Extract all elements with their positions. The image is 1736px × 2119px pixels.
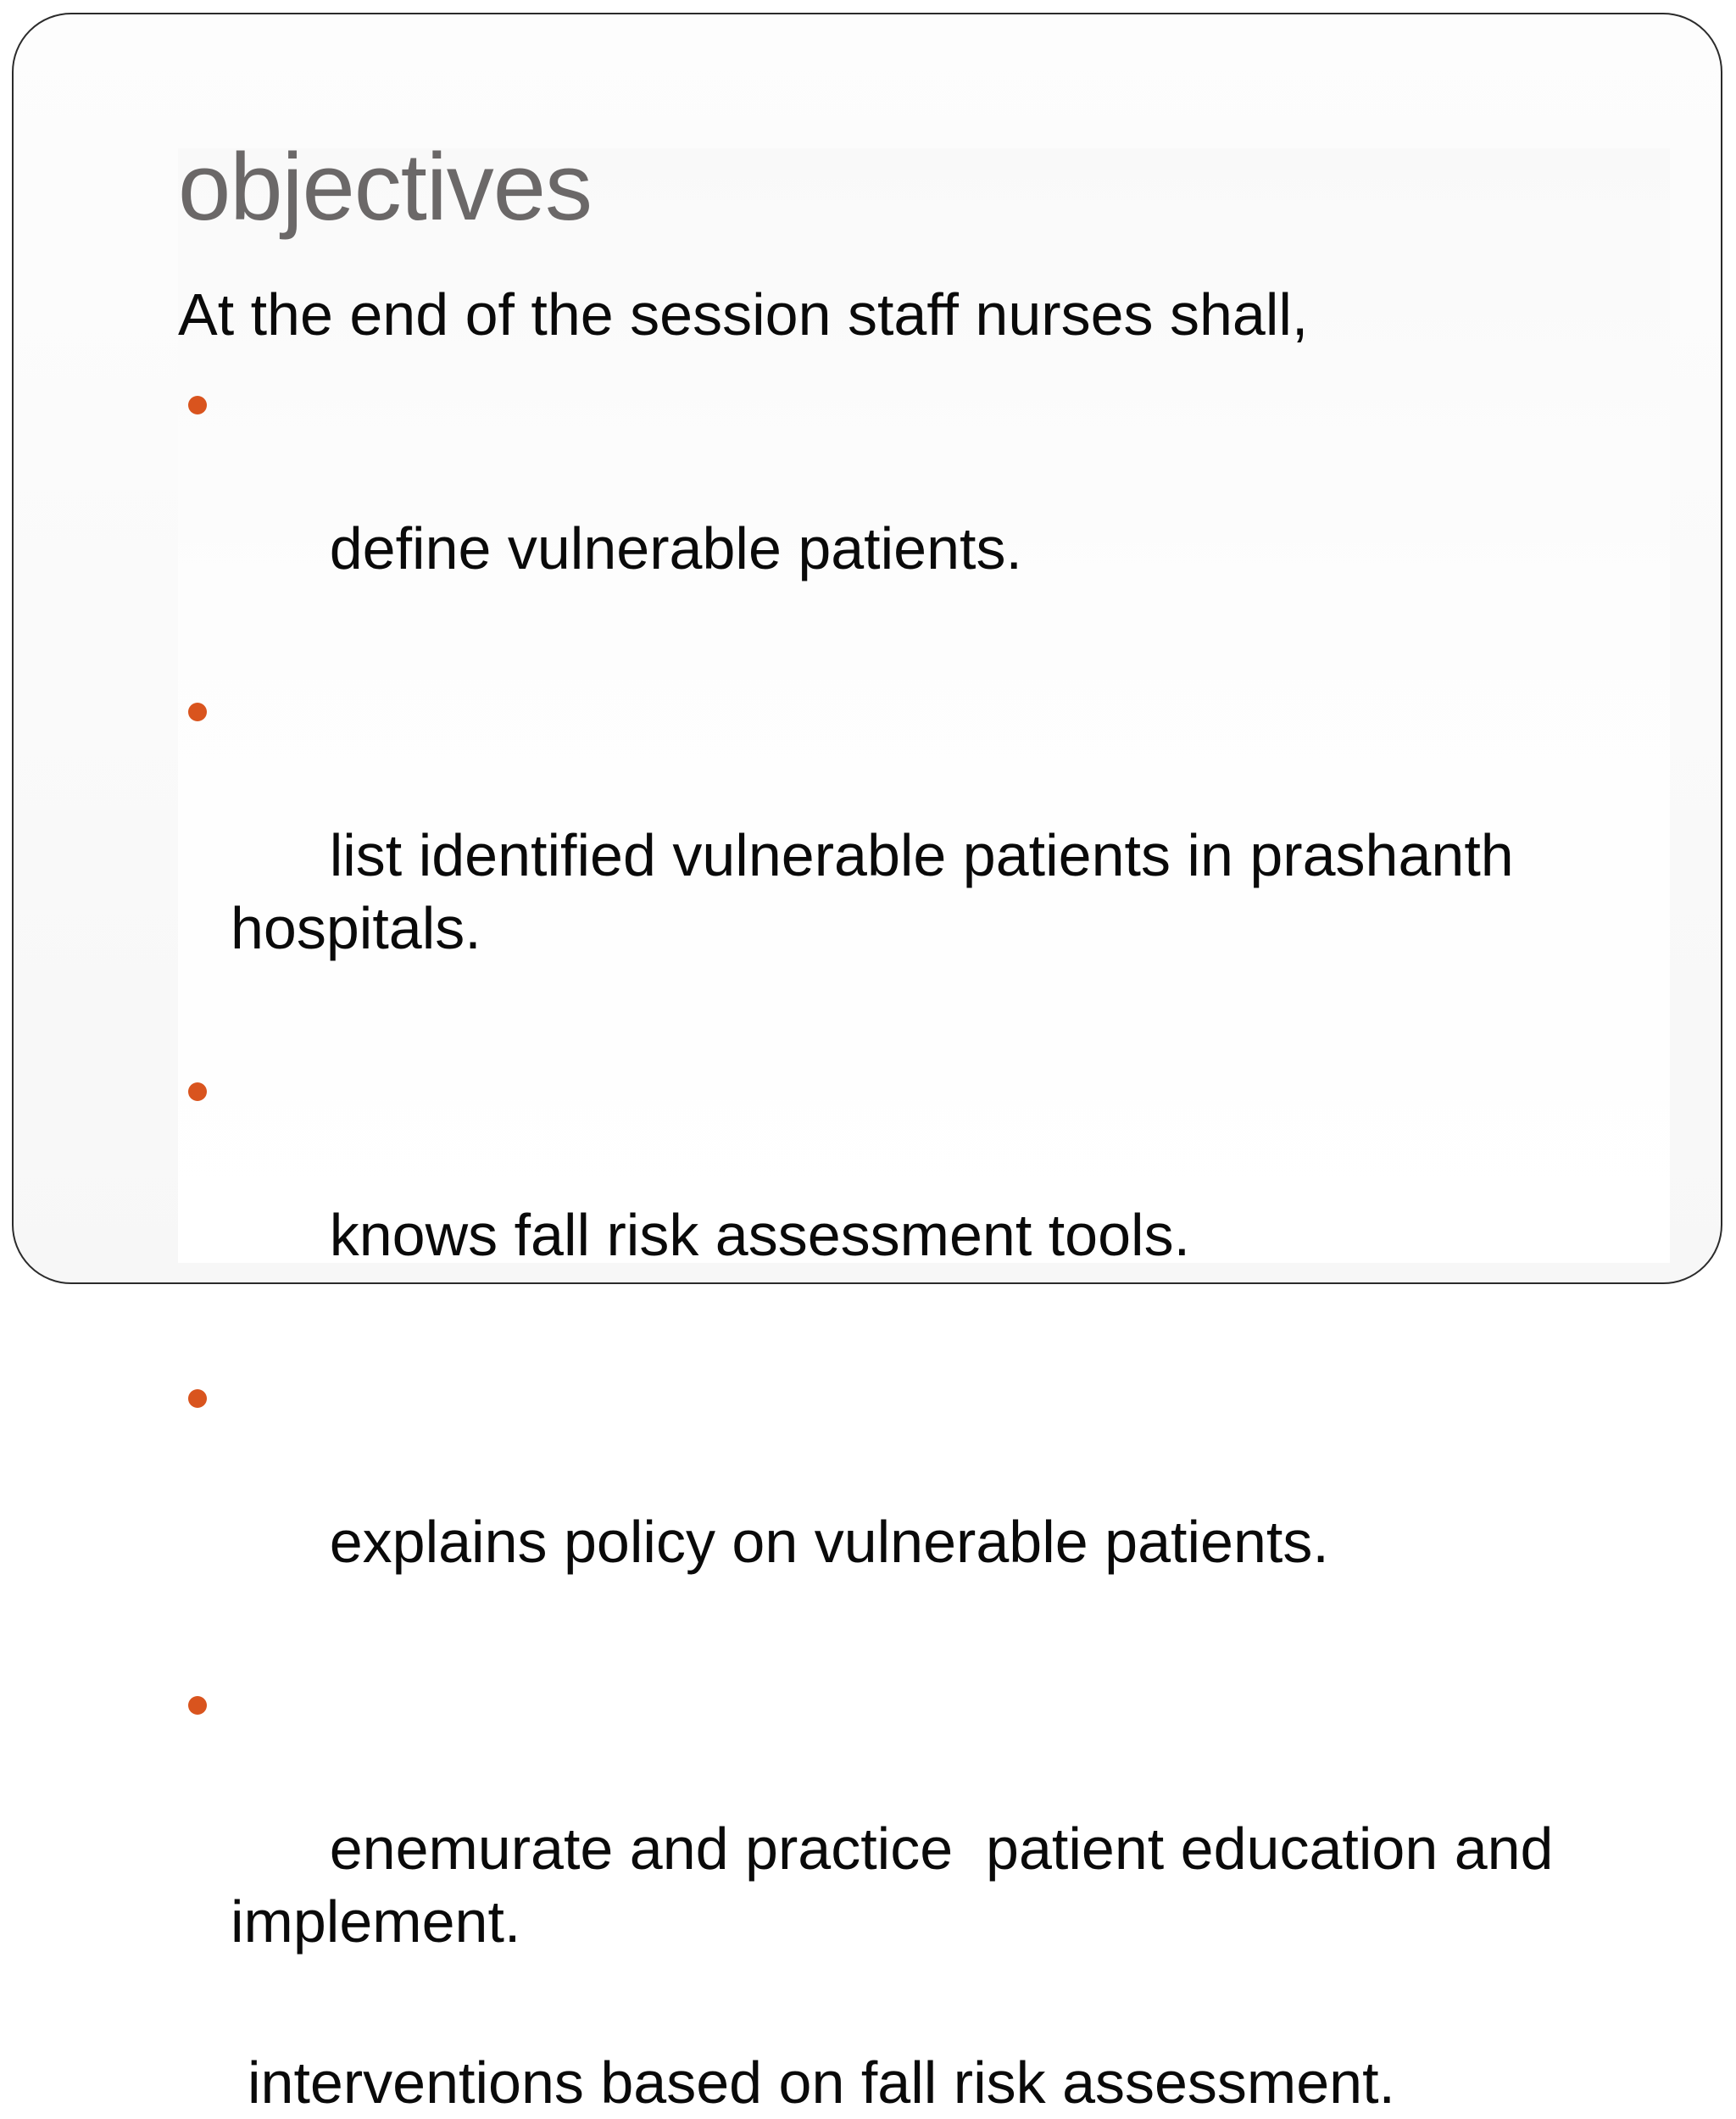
list-item (178, 1360, 1653, 1651)
list-item-text: list identified vulnerable patients in prashanth hospitals. (231, 822, 1531, 961)
bullet-dot-icon (188, 1696, 207, 1715)
list-item-text: define vulnerable patients. (329, 515, 1022, 581)
bullet-dot-icon (188, 396, 207, 414)
continuation-text: interventions based on fall risk assessment. (248, 2049, 1395, 2116)
intro-text: At the end of the session staff nurses shall, (178, 281, 1309, 348)
slide-title: objectives (178, 134, 593, 240)
bullet-dot-icon (188, 1389, 207, 1408)
list-item (178, 1053, 1653, 1344)
list-item (178, 366, 1653, 658)
list-item-text: knows fall risk assessment tools. (329, 1202, 1191, 1268)
list-item-text: enemurate and practice patient education and implement. (231, 1816, 1570, 1955)
list-item-text: explains policy on vulnerable patients. (329, 1509, 1329, 1575)
slide-body (178, 278, 1653, 2119)
bullet-dot-icon (188, 703, 207, 721)
list-item (178, 1666, 1653, 2031)
bullet-dot-icon (188, 1082, 207, 1101)
objectives-list (178, 366, 1653, 2031)
list-item (178, 673, 1653, 1037)
